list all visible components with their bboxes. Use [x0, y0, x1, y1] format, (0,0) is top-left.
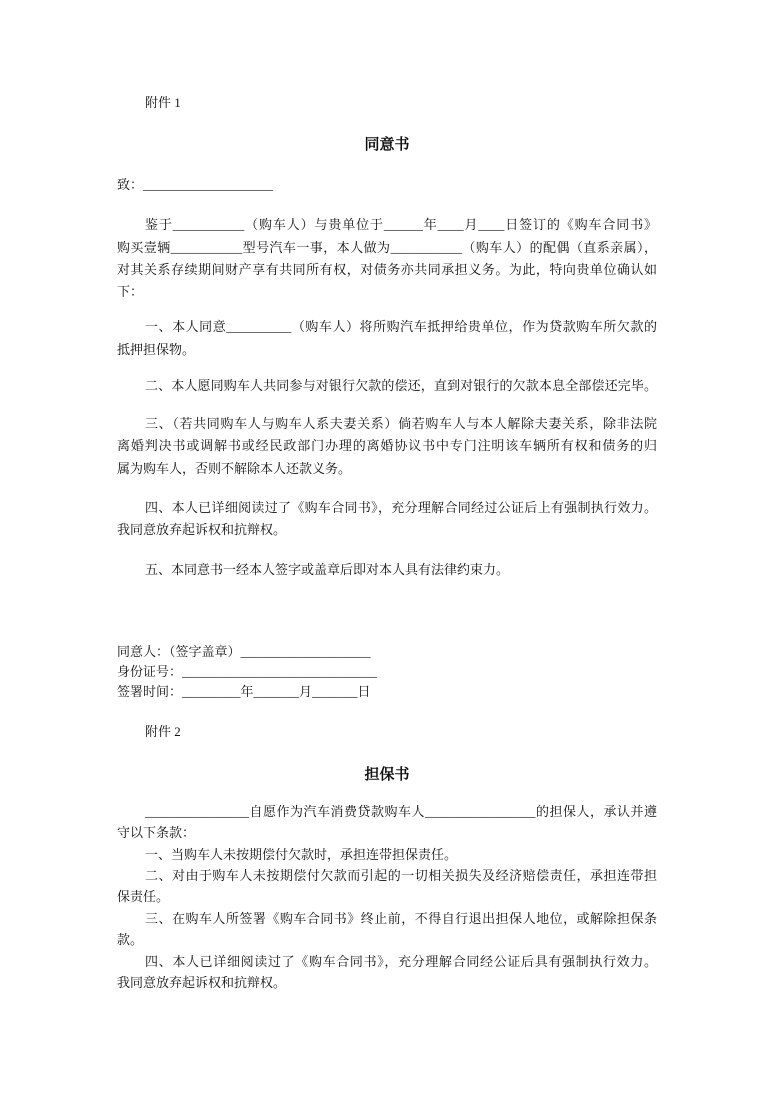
- consent-clause-1-line: 抵押担保物。: [117, 342, 196, 357]
- signer-signature-field: 同意人：（签字盖章）____________________: [117, 644, 371, 659]
- signing-date-field: 签署时间：_________年_______月_______日: [117, 684, 371, 699]
- guarantee-clause-2-line: 保责任。: [117, 889, 170, 904]
- consent-clause-3-line: 属为购车人，否则不解除本人还款义务。: [117, 461, 352, 476]
- consent-clause-3-line: 三、（若共同购车人与购车人系夫妻关系）倘若购车人与本人解除夫妻关系，除非法院: [145, 416, 657, 431]
- guarantee-clause-3-line: 款。: [117, 932, 144, 947]
- consent-intro-line: 购买壹辆___________型号汽车一事，本人做为___________（购车人）的配偶（直系亲属），: [117, 240, 657, 255]
- guarantee-clause-2-line: 二、对由于购车人未按期偿付欠款而引起的一切相关损失及经济赔偿责任，承担连带担: [145, 868, 657, 883]
- addressee-line: 致：____________________: [117, 177, 274, 192]
- consent-clause-5-line: 五、本同意书一经本人签字或盖章后即对本人具有法律约束力。: [145, 562, 510, 577]
- consent-letter-title: 同意书: [364, 137, 410, 153]
- consent-clause-3-line: 离婚判决书或调解书或经民政部门办理的离婚协议书中专门注明该车辆所有权和债务的归: [117, 438, 657, 453]
- attachment-1-label: 附件 1: [145, 95, 181, 110]
- attachment-2-label: 附件 2: [145, 724, 181, 739]
- consent-clause-4-line: 我同意放弃起诉权和抗辩权。: [117, 522, 287, 537]
- guarantee-clause-4-line: 我同意放弃起诉权和抗辩权。: [117, 975, 287, 990]
- consent-clause-1-line: 一、本人同意__________（购车人）将所购汽车抵押给贵单位，作为贷款购车所欠款的: [145, 319, 657, 334]
- guarantee-clause-1-line: 一、当购车人未按期偿付欠款时，承担连带担保责任。: [145, 847, 458, 862]
- consent-intro-line: 对其关系存续期间财产享有共同所有权，对债务亦共同承担义务。为此，特向贵单位确认如: [117, 262, 657, 277]
- consent-intro-line: 下：: [117, 284, 144, 299]
- id-number-field: 身份证号：______________________________: [117, 664, 378, 679]
- consent-clause-4-line: 四、本人已详细阅读过了《购车合同书》，充分理解合同经过公证后上有强制执行效力。: [145, 500, 657, 515]
- guarantee-letter-title: 担保书: [364, 767, 410, 783]
- guarantee-intro-line: ________________自愿作为汽车消费贷款购车人_________________的担保人，承认并遵: [145, 804, 657, 819]
- guarantee-clause-3-line: 三、在购车人所签署《购车合同书》终止前，不得自行退出担保人地位，或解除担保条: [145, 911, 657, 926]
- consent-intro-line: 鉴于___________（购车人）与贵单位于______年____月____日签订的《购车合同书》: [145, 217, 657, 232]
- guarantee-intro-line: 守以下条款：: [117, 825, 196, 840]
- consent-clause-2-line: 二、本人愿同购车人共同参与对银行欠款的偿还，直到对银行的欠款本息全部偿还完毕。: [145, 378, 657, 393]
- guarantee-clause-4-line: 四、本人已详细阅读过了《购车合同书》，充分理解合同经公证后具有强制执行效力。: [145, 954, 657, 969]
